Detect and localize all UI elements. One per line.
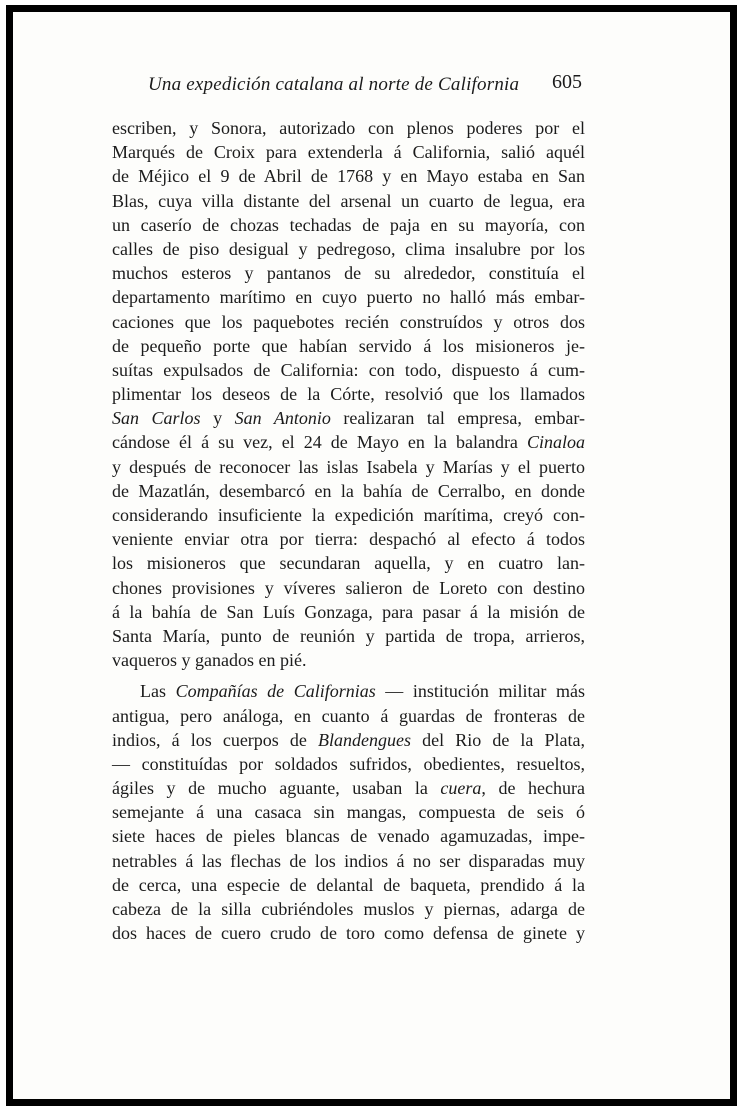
text-line (112, 897, 585, 921)
text-segment: veniente enviar otra por tierra: despachó al efecto á todos (112, 529, 585, 550)
italic-text: cuera (440, 778, 482, 799)
text-segment: escriben, y Sonora, autorizado con plenos poderes por el (112, 118, 585, 138)
text-line (112, 921, 585, 945)
text-line (112, 600, 585, 624)
text-segment: cabeza de la silla cubriéndoles muslos y piernas, adarga de (112, 899, 585, 919)
text-segment: Santa María, punto de reunión y partida de tropa, arrieros, (112, 625, 585, 646)
text-line (112, 285, 585, 309)
text-line (112, 873, 585, 897)
text-segment: cándose él á su vez, el 24 de Mayo en la balandra (112, 432, 527, 453)
text-segment: vaqueros y ganados en pié. (112, 650, 307, 671)
text-segment: de cerca, una especie de delantal de baqueta, prendido á la (112, 874, 585, 895)
text-line (112, 576, 585, 600)
body-text (112, 116, 585, 945)
text-line (112, 824, 585, 848)
text-segment: netrables á las flechas de los indios á no ser disparadas muy (112, 850, 585, 871)
text-line (112, 261, 585, 285)
text-segment: calles de piso desigual y pedregoso, clima insalubre por los (112, 238, 585, 259)
text-line (112, 164, 585, 188)
text-line (112, 455, 585, 479)
text-segment: del Rio de la Plata, (411, 729, 586, 750)
text-segment: ágiles y de mucho aguante, usaban la (112, 778, 441, 799)
text-line (112, 728, 585, 752)
text-line (112, 430, 585, 454)
text-segment: muchos esteros y pantanos de su alrededor, constituía el (112, 263, 585, 284)
text-segment: siete haces de pieles blancas de venado agamuzadas, impe- (112, 826, 585, 847)
text-segment: de Mazatlán, desembarcó en la bahía de Cerralbo, en donde (112, 480, 585, 501)
page-number: 605 (552, 71, 582, 93)
text-line (112, 140, 585, 164)
text-line (112, 776, 585, 800)
text-line (112, 648, 585, 672)
text-line (112, 358, 585, 382)
text-segment: un caserío de chozas techadas de paja en su mayoría, con (112, 214, 585, 235)
text-line (112, 679, 585, 703)
text-line (112, 800, 585, 824)
text-segment: departamento marítimo en cuyo puerto no halló más embar- (112, 287, 585, 308)
text-segment: de Méjico el 9 de Abril de 1768 y en Mayo estaba en San (112, 166, 585, 187)
text-segment: semejante á una casaca sin mangas, compuesta de seis ó (112, 802, 585, 823)
text-segment: indios, á los cuerpos de (112, 729, 319, 750)
italic-text: Blandengues (318, 729, 411, 750)
text-segment: y después de reconocer las islas Isabela y Marías y el puerto (112, 456, 585, 477)
text-segment: — institución militar más (375, 681, 585, 702)
text-line (112, 503, 585, 527)
text-segment: los misioneros que secundaran aquella, y en cuatro lan- (112, 553, 585, 574)
text-segment: Marqués de Croix para extenderla á California, salió aquél (112, 142, 585, 163)
text-segment: Las (140, 681, 176, 702)
text-line (112, 849, 585, 873)
text-segment: y (200, 408, 235, 429)
text-segment: antigua, pero análoga, en cuanto á guardas de fronteras de (112, 705, 585, 726)
text-segment: suítas expulsados de California: con todo, dispuesto á cum- (112, 359, 585, 380)
text-line (112, 116, 585, 140)
text-line (112, 704, 585, 728)
text-line (112, 382, 585, 406)
text-segment: de pequeño porte que habían servido á los misioneros je- (112, 335, 585, 356)
running-title: Una expedición catalana al norte de California (148, 74, 520, 95)
text-line (112, 551, 585, 575)
text-line (112, 527, 585, 551)
text-segment: , de hechura (481, 778, 585, 799)
text-segment: — constituídas por soldados sufridos, obedientes, resueltos, (112, 753, 585, 774)
italic-text: San Antonio (234, 408, 331, 429)
text-segment: Blas, cuya villa distante del arsenal un cuarto de legua, era (112, 190, 585, 211)
italic-text: San Carlos (112, 408, 201, 429)
text-line (112, 752, 585, 776)
text-segment: considerando insuficiente la expedición marítima, creyó con- (112, 505, 585, 525)
text-segment: dos haces de cuero crudo de toro como defensa de ginete y (112, 923, 585, 944)
text-line (112, 334, 585, 358)
text-segment: realizaran tal empresa, embar- (330, 408, 586, 429)
text-segment: caciones que los paquebotes recién construídos y otros dos (112, 311, 585, 332)
italic-text: Cinaloa (526, 432, 585, 453)
text-line (112, 310, 585, 334)
text-line (112, 189, 585, 213)
text-segment: chones provisiones y víveres salieron de Loreto con destino (112, 577, 585, 598)
text-line (112, 213, 585, 237)
running-header (148, 71, 582, 102)
italic-text: Compañías de Californias (175, 681, 376, 702)
text-line (112, 406, 585, 430)
text-segment: á la bahía de San Luís Gonzaga, para pasar á la misión de (112, 601, 585, 622)
text-line (112, 237, 585, 261)
text-line (112, 479, 585, 503)
text-line (112, 624, 585, 648)
text-segment: plimentar los deseos de la Córte, resolvió que los llamados (112, 384, 585, 405)
